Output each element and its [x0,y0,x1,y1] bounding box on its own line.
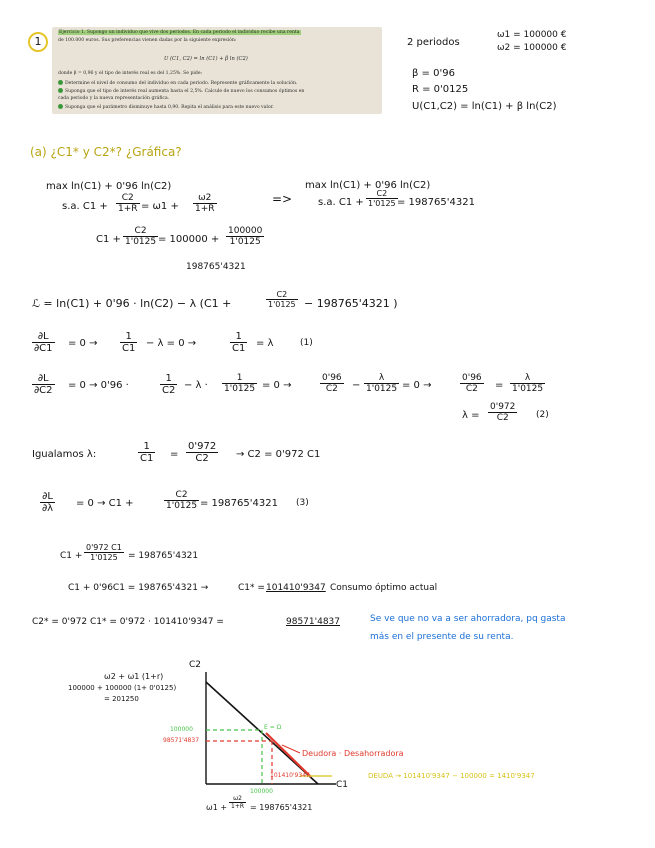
fraction-numerator: λ [510,373,545,384]
lambda-equals: λ = [462,410,480,421]
fraction-denominator: C2 [496,413,509,423]
c2-star-line: C2* = 0'972 C1* = 0'972 · 101410'9347 = [32,617,224,627]
substitution-prefix: C1 + [96,234,121,245]
fraction-denominator: C2 [195,453,209,464]
saver-note-line-2: más en el presente de su renta. [370,632,514,642]
exercise-line-text: Determine el nivel de consumo del individuo en cada periodo. Represente gráficamente la solución. [65,81,298,86]
implies-arrow: => [272,192,293,206]
fraction-denominator: 1'0125 [366,384,398,394]
question-a: (a) ¿C1* y C2*? ¿Gráfica? [30,145,182,159]
equation-tag-3: (3) [296,498,309,508]
x-tick-c1-star: 101410'9347 [270,772,310,779]
fraction-numerator: 1 [230,331,247,343]
fraction-w2-1r [229,795,246,810]
d2-step-d: − [352,380,361,391]
exercise-line-text: Suponga que el tipo de interés real aumenta hasta el 2,5%. Calcule de nuevo los consumos óptimos en [65,89,305,94]
fraction-numerator: λ [364,373,399,384]
fraction-denominator: C1 [140,453,154,464]
y-tick-100000: 100000 [170,726,193,733]
lagrangian: ℒ = ln(C1) + 0'96 · ln(C2) − λ (C1 + [32,297,232,310]
fraction-numerator: ∂L [32,373,55,385]
axis-label-c2: C2 [189,660,202,670]
fraction-denominator: 1+R [118,204,138,214]
fraction-denominator: 1'0125 [368,199,396,208]
fraction-denominator: ∂λ [42,503,54,514]
w1-value: ω1 = 100000 € [497,30,567,40]
fraction-denominator: C1 [122,343,136,354]
d3-step-a: = 0 → C1 + [76,498,134,509]
d3-rhs: = 198765'4321 [200,498,278,509]
exercise-line-text: Suponga que el parámetro disminuye hasta 0,90. Repita el análisis para este nuevo valor. [65,105,274,110]
fraction-denominator: 1'0125 [229,237,261,247]
fraction-numerator: 1 [138,441,155,453]
axis-label-c1: C1 [336,780,349,790]
fraction-denominator: 1+R [195,204,215,214]
fraction-numerator: C2 [164,490,199,501]
fraction-numerator: 0'972 C1 [86,543,122,552]
exercise-line: cada periodo y la nueva representación gráfica. [58,96,170,101]
substitution-total: 198765'4321 [186,262,246,272]
fraction-numerator: ω2 [229,795,246,803]
x-intercept-rhs: = 198765'4321 [250,803,313,812]
exercise-line: de 100.000 euros. Sus preferencias vienen dadas por la siguiente expresión: [58,38,237,43]
sub3-rhs: = 198765'4321 [128,551,199,561]
fraction-numerator: 1 [222,373,257,384]
fraction-denominator: 1+R [231,803,245,810]
fraction-numerator: 1 [120,331,137,343]
fraction-denominator: 1'0125 [166,501,198,511]
fraction-numerator: 0'972 [188,441,217,452]
fraction-denominator: ∂C1 [34,343,53,354]
fraction-denominator: C2 [465,384,478,394]
equate-lambda-label: Igualamos λ: [32,449,97,460]
fraction-denominator: ∂C2 [34,385,53,396]
endowment-point-label: E = Ω [264,724,282,731]
c1-star-value: 101410'9347 [266,583,326,593]
constraint-2-rhs: = 198765'4321 [397,197,475,208]
constraint-1-mid: = ω1 + [141,201,179,212]
c2-star-value: 98571'4837 [286,617,341,627]
fraction-numerator: C2 [116,193,140,204]
equation-tag-2: (2) [536,410,549,420]
fraction-numerator: ω2 [193,193,217,204]
fraction-numerator: ∂L [32,331,55,343]
constraint-1-prefix: s.a. C1 + [62,201,108,212]
fraction-denominator: C2 [325,384,338,394]
fraction-denominator: 1'0125 [268,300,296,309]
utility-function: U(C1,C2) = ln(C1) + β ln(C2) [412,101,557,112]
debt-calculation: DEUDA → 101410'9347 − 100000 = 1410'9347 [368,772,535,780]
saver-note-line-1: Se ve que no va a ser ahorradora, pq gasta [370,614,566,624]
c2-relation: → C2 = 0'972 C1 [236,449,321,460]
exercise-line: donde β = 0,96 y el tipo de interés real es del 1,25%. Se pide: [58,71,203,76]
c1-star-note: Consumo óptimo actual [330,583,438,593]
equation-tag-1: (1) [300,338,313,348]
d2-step-e: = 0 → [402,380,432,391]
fraction-numerator: 100000 [228,226,263,236]
beta-value: β = 0'96 [412,68,455,79]
exercise-line-text: Ejercicio 1. Supongo un individuo que vive dos periodos. En cada periodo el individuo recibe una renta [59,30,300,35]
fraction-numerator: 1 [160,373,177,385]
d2-step-c: = 0 → [262,380,292,391]
d2-step-f: = [495,380,504,391]
c1-star-label: C1* = [238,583,265,593]
fraction-denominator: C2 [162,385,176,396]
sub3-prefix: C1 + [60,551,83,561]
max-problem-2: max ln(C1) + 0'96 ln(C2) [305,180,431,191]
y-intercept-formula: ω2 + ω1 (1+r) [104,672,164,681]
fraction-numerator: ∂L [40,491,55,503]
fraction-numerator: 0'96 [322,373,342,383]
exercise-number-badge: 1 [28,32,48,52]
fraction-numerator: C2 [123,226,158,237]
fraction-denominator: 1'0125 [224,384,256,394]
max-problem-1: max ln(C1) + 0'96 ln(C2) [46,181,172,192]
y-intercept-result: = 201250 [104,695,139,703]
y-intercept-values: 100000 + 100000 (1+ 0'0125) [68,684,177,692]
substitution-mid: = 100000 + [158,234,220,245]
w2-value: ω2 = 100000 € [497,43,567,53]
periods-label: 2 periodos [407,37,460,48]
d2-step-a: = 0 → 0'96 · [68,380,129,391]
solve-line: C1 + 0'96C1 = 198765'4321 → [68,583,209,593]
constraint-2-prefix: s.a. C1 + [318,197,364,208]
d1-step-b: − λ = 0 → [146,338,197,349]
d1-step-c: = λ [256,338,274,349]
fraction-denominator: 1'0125 [90,553,118,562]
lagrangian-tail: − 198765'4321 ) [304,297,398,310]
y-tick-c2-star: 98571'4837 [163,737,200,744]
fraction-denominator: C1 [232,343,246,354]
debtor-label: Deudora · Desahorradora [302,749,404,758]
fraction-numerator: C2 [266,290,298,300]
d1-step-a: = 0 → [68,338,98,349]
d2-step-b: − λ · [184,380,208,391]
fraction-denominator: 1'0125 [125,237,157,247]
x-tick-100000: 100000 [250,788,273,795]
fraction-numerator: 0'96 [462,373,482,383]
fraction-denominator: 1'0125 [512,384,544,394]
x-intercept-prefix: ω1 + [206,803,228,812]
fraction-numerator: C2 [366,189,398,199]
fraction-numerator: 0'972 [490,402,516,412]
equate-mid: = [170,449,179,460]
exercise-formula: U (C1, C2) = ln (C1) + β ln (C2) [164,56,248,62]
r-value: R = 0'0125 [412,84,469,95]
